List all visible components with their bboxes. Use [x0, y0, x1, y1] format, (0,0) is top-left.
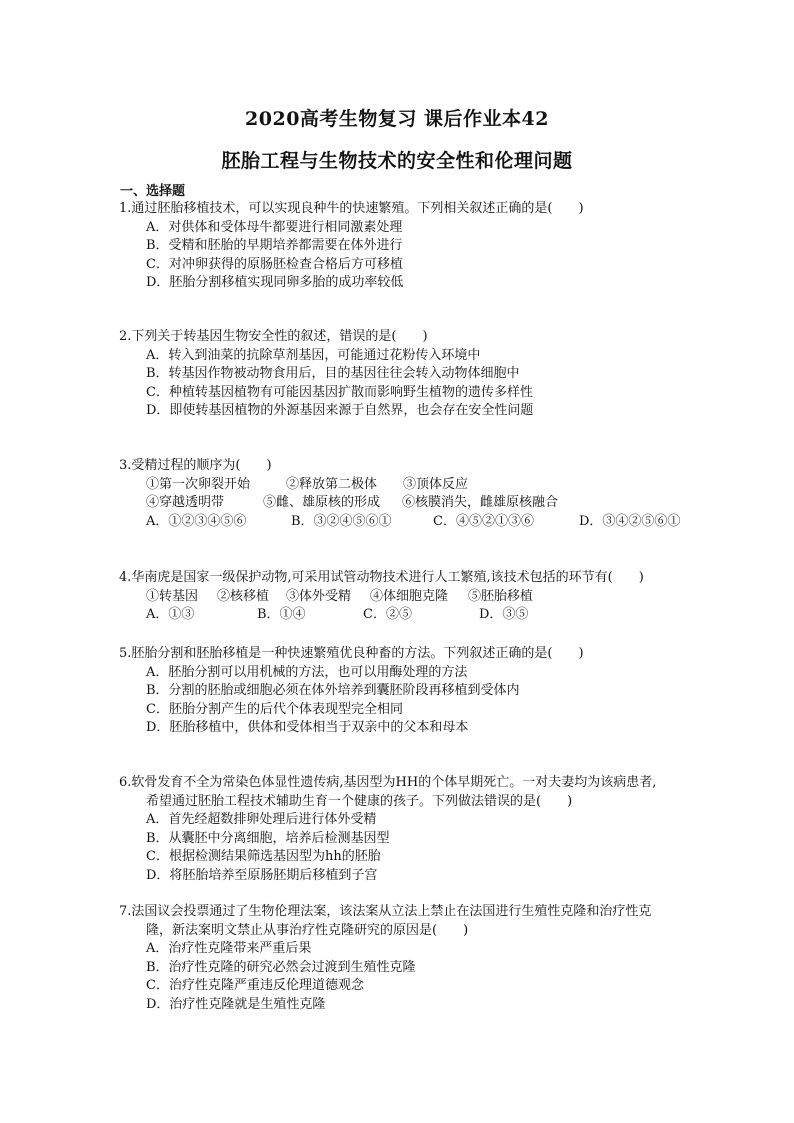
question-stem: 5.胚胎分割和胚胎移植是一种快速繁殖优良种畜的方法。下列叙述正确的是( ) — [119, 646, 584, 661]
option-d: D．治疗性克隆就是生殖性克隆 — [146, 996, 326, 1012]
question-3 — [119, 457, 719, 531]
option-b: B．从囊胚中分离细胞，培养后检测基因型 — [146, 830, 390, 846]
option-b: B．治疗性克隆的研究必然会过渡到生殖性克隆 — [146, 959, 416, 975]
option-a: A．胚胎分割可以用机械的方法，也可以用酶处理的方法 — [146, 664, 468, 680]
question-stem: 1.通过胚胎移植技术，可以实现良种牛的快速繁殖。下列相关叙述正确的是( ) — [119, 201, 584, 216]
option-c: C．根据检测结果筛选基因型为hh的胚胎 — [146, 849, 381, 864]
sequence-item: ⑤雌、雄原核的形成 — [263, 495, 381, 510]
question-stem: 4.华南虎是国家一级保护动物,可采用试管动物技术进行人工繁殖,该技术包括的环节有( ) — [119, 570, 644, 585]
option-c: C．②⑤ — [363, 607, 412, 622]
sequence-items-row-2 — [119, 494, 719, 513]
option-c: C．种植转基因植物有可能因基因扩散而影响野生植物的遗传多样性 — [146, 384, 533, 400]
question-1 — [119, 200, 719, 293]
option-d: D．将胚胎培养至原肠胚期后移植到子宫 — [146, 867, 378, 883]
question-7 — [119, 903, 719, 1014]
question-5 — [119, 645, 719, 738]
option-c: C．治疗性克隆严重违反伦理道德观念 — [146, 978, 364, 993]
option-a: A．①③ — [146, 607, 195, 622]
options-row — [119, 513, 719, 532]
section-heading: 一、选择题 — [120, 184, 186, 199]
question-6 — [119, 774, 719, 885]
option-c: C．④⑤②①③⑥ — [433, 513, 534, 529]
option-a: A．①②③④⑤⑥ — [146, 513, 247, 529]
option-a: A．首先经超数排卵处理后进行体外受精 — [146, 812, 377, 827]
page-title: 2020高考生物复习 课后作业本42 — [245, 108, 549, 130]
option-b: B．受精和胚胎的早期培养都需要在体外进行 — [146, 238, 403, 253]
question-stem: 2.下列关于转基因生物安全性的叙述，错误的是( ) — [119, 329, 428, 344]
question-stem-line-1: 6.软骨发育不全为常染色体显性遗传病,基因型为HH的个体早期死亡。一对夫妻均为该病患者, — [119, 775, 657, 790]
option-b: B．①④ — [257, 607, 306, 622]
option-a: A．治疗性克隆带来严重后果 — [146, 941, 312, 956]
option-a: A．转入到油菜的抗除草剂基因，可能通过花粉传入环境中 — [146, 347, 481, 363]
page-subtitle: 胚胎工程与生物技术的安全性和伦理问题 — [221, 150, 573, 172]
option-d: D．即使转基因植物的外源基因来源于自然界，也会存在安全性问题 — [146, 403, 534, 418]
sequence-items-row-1 — [119, 476, 719, 495]
option-d: D．③④②⑤⑥① — [579, 513, 681, 529]
sequence-item: ①第一次卵裂开始 — [146, 476, 251, 492]
choice-items-row — [119, 588, 719, 607]
question-stem-line-2: 隆，新法案明文禁止从事治疗性克隆研究的原因是( ) — [146, 922, 469, 938]
choice-item: ⑤胚胎移植 — [468, 588, 534, 604]
question-stem-line-2: 希望通过胚胎工程技术辅助生育一个健康的孩子。下列做法错误的是( ) — [146, 793, 573, 809]
choice-item: ①转基因 — [146, 588, 199, 604]
sequence-item: ③顶体反应 — [403, 476, 469, 492]
option-b: B．转基因作物被动物食用后，目的基因往往会转入动物体细胞中 — [146, 366, 520, 381]
choice-item: ④体细胞克隆 — [370, 588, 449, 604]
option-d: D．③⑤ — [479, 607, 529, 622]
options-row — [119, 606, 719, 625]
sequence-item: ⑥核膜消失，雌雄原核融合 — [402, 495, 559, 510]
question-2 — [119, 328, 719, 421]
option-b: B．分割的胚胎或细胞必须在体外培养到囊胚阶段再移植到受体内 — [146, 683, 520, 698]
option-b: B．③②④⑤⑥① — [291, 513, 392, 529]
option-c: C．胚胎分割产生的后代个体表现型完全相同 — [146, 701, 403, 717]
sequence-item: ②释放第二极体 — [286, 476, 378, 492]
option-d: D．胚胎移植中，供体和受体相当于双亲中的父本和母本 — [146, 720, 469, 735]
question-stem: 3.受精过程的顺序为( ) — [119, 458, 272, 473]
sequence-item: ④穿越透明带 — [146, 495, 225, 510]
option-c: C．对冲卵获得的原肠胚检查合格后方可移植 — [146, 256, 403, 272]
choice-item: ②核移植 — [217, 588, 270, 604]
option-a: A．对供体和受体母牛都要进行相同激素处理 — [146, 219, 403, 235]
option-d: D．胚胎分割移植实现同卵多胎的成功率较低 — [146, 275, 404, 290]
question-4 — [119, 569, 719, 625]
choice-item: ③体外受精 — [286, 588, 352, 604]
question-stem-line-1: 7.法国议会投票通过了生物伦理法案，该法案从立法上禁止在法国进行生殖性克隆和治疗性克 — [119, 904, 652, 919]
